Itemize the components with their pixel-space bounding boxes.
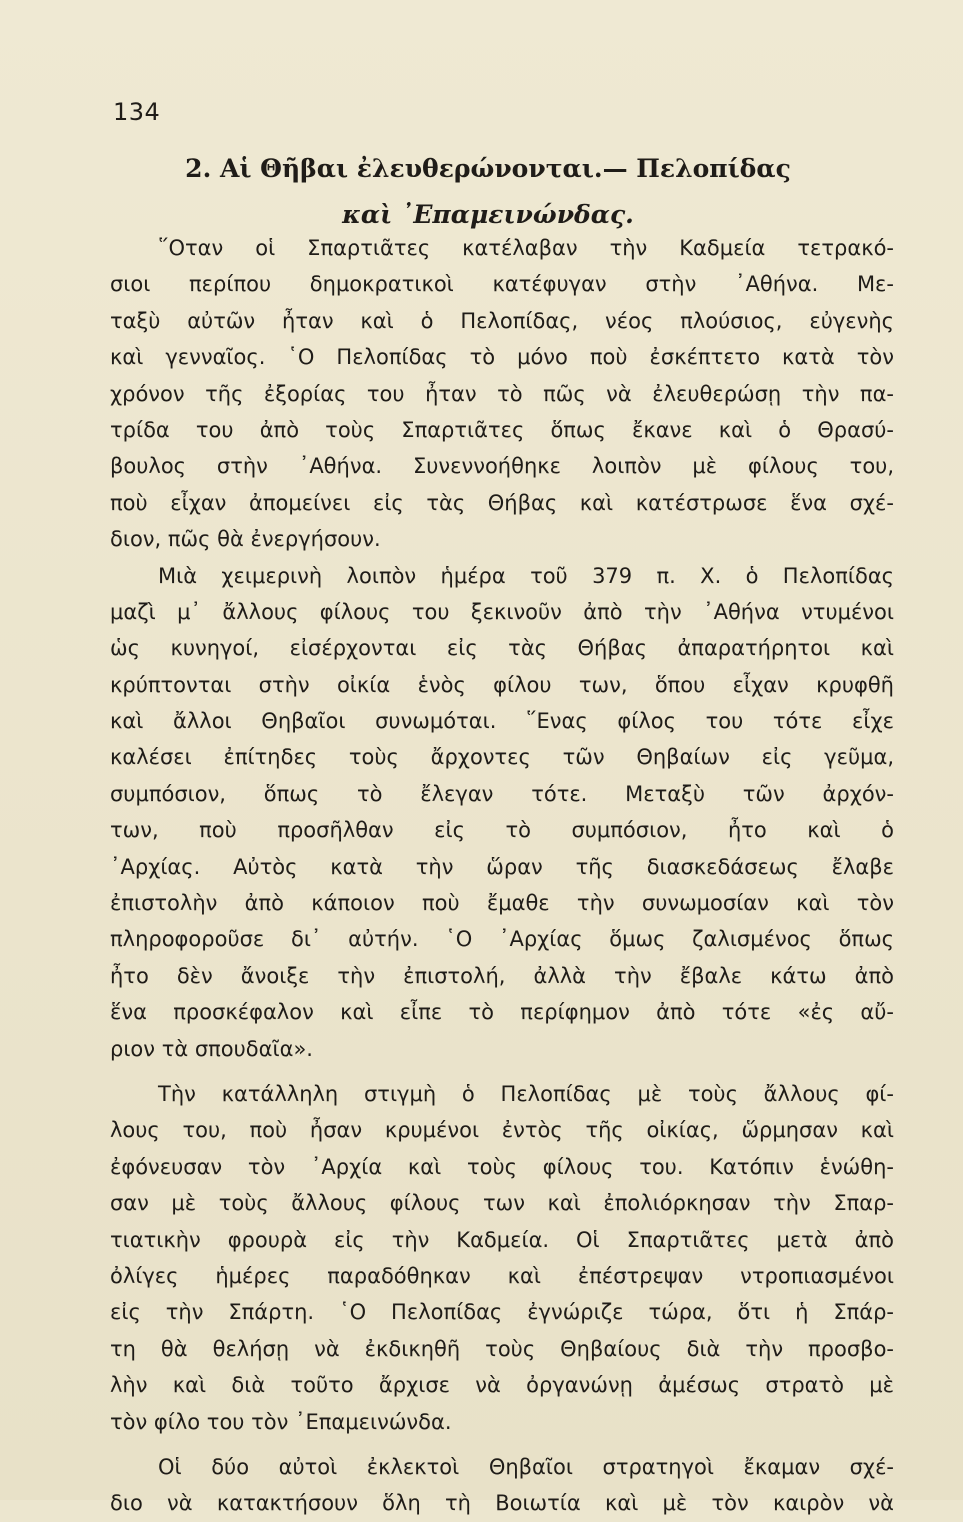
text-line: διο νὰ κατακτήσουν ὅλη τὴ Βοιωτία καὶ μὲ τὸν καιρὸν νὰ	[110, 1491, 894, 1516]
text-line: ἦτο δὲν ἄνοιξε τὴν ἐπιστολή, ἀλλὰ τὴν ἔβαλε κάτω ἀπὸ	[110, 963, 894, 988]
paragraph-1	[110, 230, 894, 558]
text-line: ὀλίγες ἡμέρες παραδόθηκαν καὶ ἐπέστρεψαν ντροπιασμένοι	[110, 1263, 894, 1288]
paragraph-4	[110, 1449, 894, 1522]
text-line: ριον τὰ σπουδαῖα».	[110, 1036, 313, 1061]
title-line-1: 2. Αἱ Θῆβαι ἐλευθερώνονται.— Πελοπίδας	[185, 154, 791, 183]
text-line: Τὴν κατάλληλη στιγμὴ ὁ Πελοπίδας μὲ τοὺς ἄλλους φί-	[158, 1081, 894, 1106]
text-line: βουλος στὴν ᾿Αθήνα. Συνεννοήθηκε λοιπὸν μὲ φίλους του,	[110, 454, 894, 479]
text-line: ὡς κυνηγοί, εἰσέρχονται εἰς τὰς Θήβας ἀπαρατήρητοι καὶ	[110, 636, 894, 661]
text-line: ποὺ εἶχαν ἀπομείνει εἰς τὰς Θήβας καὶ κατέστρωσε ἕνα σχέ-	[110, 490, 894, 515]
text-line: τη θὰ θελήσῃ νὰ ἐκδικηθῆ τοὺς Θηβαίους διὰ τὴν προσβο-	[110, 1336, 894, 1361]
text-line: Οἱ δύο αὐτοὶ ἐκλεκτοὶ Θηβαῖοι στρατηγοὶ ἔκαμαν σχέ-	[158, 1454, 894, 1479]
text-line: ἕνα προσκέφαλον καὶ εἶπε τὸ περίφημον ἀπὸ τότε «ἐς αὔ-	[110, 1000, 894, 1025]
text-line: λους του, ποὺ ἦσαν κρυμένοι ἐντὸς τῆς οἰκίας, ὥρμησαν καὶ	[110, 1118, 894, 1143]
text-line: μαζὶ μ᾿ ἄλλους φίλους του ξεκινοῦν ἀπὸ τὴν ᾿Αθήνα ντυμένοι	[110, 599, 894, 624]
text-line: τιατικὴν φρουρὰ εἰς τὴν Καδμεία. Οἱ Σπαρτιᾶτες μετὰ ἀπὸ	[110, 1227, 894, 1252]
paragraph-spacer	[110, 1440, 894, 1449]
text-line: καλέσει ἐπίτηδες τοὺς ἄρχοντες τῶν Θηβαίων εἰς γεῦμα,	[110, 745, 894, 770]
text-line: Μιὰ χειμερινὴ λοιπὸν ἡμέρα τοῦ 379 π. Χ. ὁ Πελοπίδας	[158, 563, 894, 588]
text-line: ταξὺ αὐτῶν ἦταν καὶ ὁ Πελοπίδας, νέος πλούσιος, εὐγενὴς	[110, 308, 894, 333]
paragraph-2	[110, 558, 894, 1067]
text-line: λὴν καὶ διὰ τοῦτο ἄρχισε νὰ ὀργανώνῃ ἀμέσως στρατὸ μὲ	[110, 1373, 894, 1398]
text-line: εἰς τὴν Σπάρτη. ῾Ο Πελοπίδας ἐγνώριζε τώρα, ὅτι ἡ Σπάρ-	[110, 1300, 894, 1325]
text-line: διον, πῶς θὰ ἐνεργήσουν.	[110, 527, 381, 552]
text-line: των, ποὺ προσῆλθαν εἰς τὸ συμπόσιον, ἦτο καὶ ὁ	[110, 818, 894, 843]
text-line: ἐφόνευσαν τὸν ᾿Αρχία καὶ τοὺς φίλους του. Κατόπιν ἑνώθη-	[110, 1154, 894, 1179]
text-line: καὶ ἄλλοι Θηβαῖοι συνωμόται. ῞Ενας φίλος του τότε εἶχε	[110, 709, 894, 734]
text-line: ᾿Αρχίας. Αὐτὸς κατὰ τὴν ὥραν τῆς διασκεδάσεως ἔλαβε	[110, 854, 894, 879]
text-line: σιοι περίπου δημοκρατικοὶ κατέφυγαν στὴν ᾿Αθήνα. Με-	[110, 272, 894, 297]
text-line: συμπόσιον, ὅπως τὸ ἔλεγαν τότε. Μεταξὺ τῶν ἀρχόν-	[110, 781, 894, 806]
text-line: κρύπτονται στὴν οἰκία ἑνὸς φίλου των, ὅπου εἶχαν κρυφθῆ	[110, 672, 894, 697]
section-title	[108, 146, 868, 238]
text-line: τὸν φίλο του τὸν ᾿Επαμεινώνδα.	[110, 1409, 452, 1434]
page-number: 134	[113, 98, 161, 126]
text-line: ἐπιστολὴν ἀπὸ κάποιον ποὺ ἔμαθε τὴν συνωμοσίαν καὶ τὸν	[110, 891, 894, 916]
text-line: πληροφοροῦσε δι᾿ αὐτήν. ῾Ο ᾿Αρχίας ὅμως ζαλισμένος ὅπως	[110, 927, 894, 952]
paragraph-spacer	[110, 1067, 894, 1076]
title-line-2: καὶ ᾿Επαμεινώνδας.	[342, 200, 634, 229]
text-line: χρόνον τῆς ἐξορίας του ἦταν τὸ πῶς νὰ ἐλευθερώσῃ τὴν πα-	[110, 381, 894, 406]
text-line: τρίδα του ἀπὸ τοὺς Σπαρτιᾶτες ὅπως ἔκανε καὶ ὁ Θρασύ-	[110, 417, 894, 442]
paragraph-3	[110, 1076, 894, 1440]
text-line: καὶ γενναῖος. ῾Ο Πελοπίδας τὸ μόνο ποὺ ἐσκέπτετο κατὰ τὸν	[110, 345, 894, 370]
text-line: σαν μὲ τοὺς ἄλλους φίλους των καὶ ἐπολιόρκησαν τὴν Σπαρ-	[110, 1191, 894, 1216]
text-line: ῞Οταν οἱ Σπαρτιᾶτες κατέλαβαν τὴν Καδμεία τετρακό-	[158, 236, 894, 260]
body-text	[110, 230, 894, 1522]
